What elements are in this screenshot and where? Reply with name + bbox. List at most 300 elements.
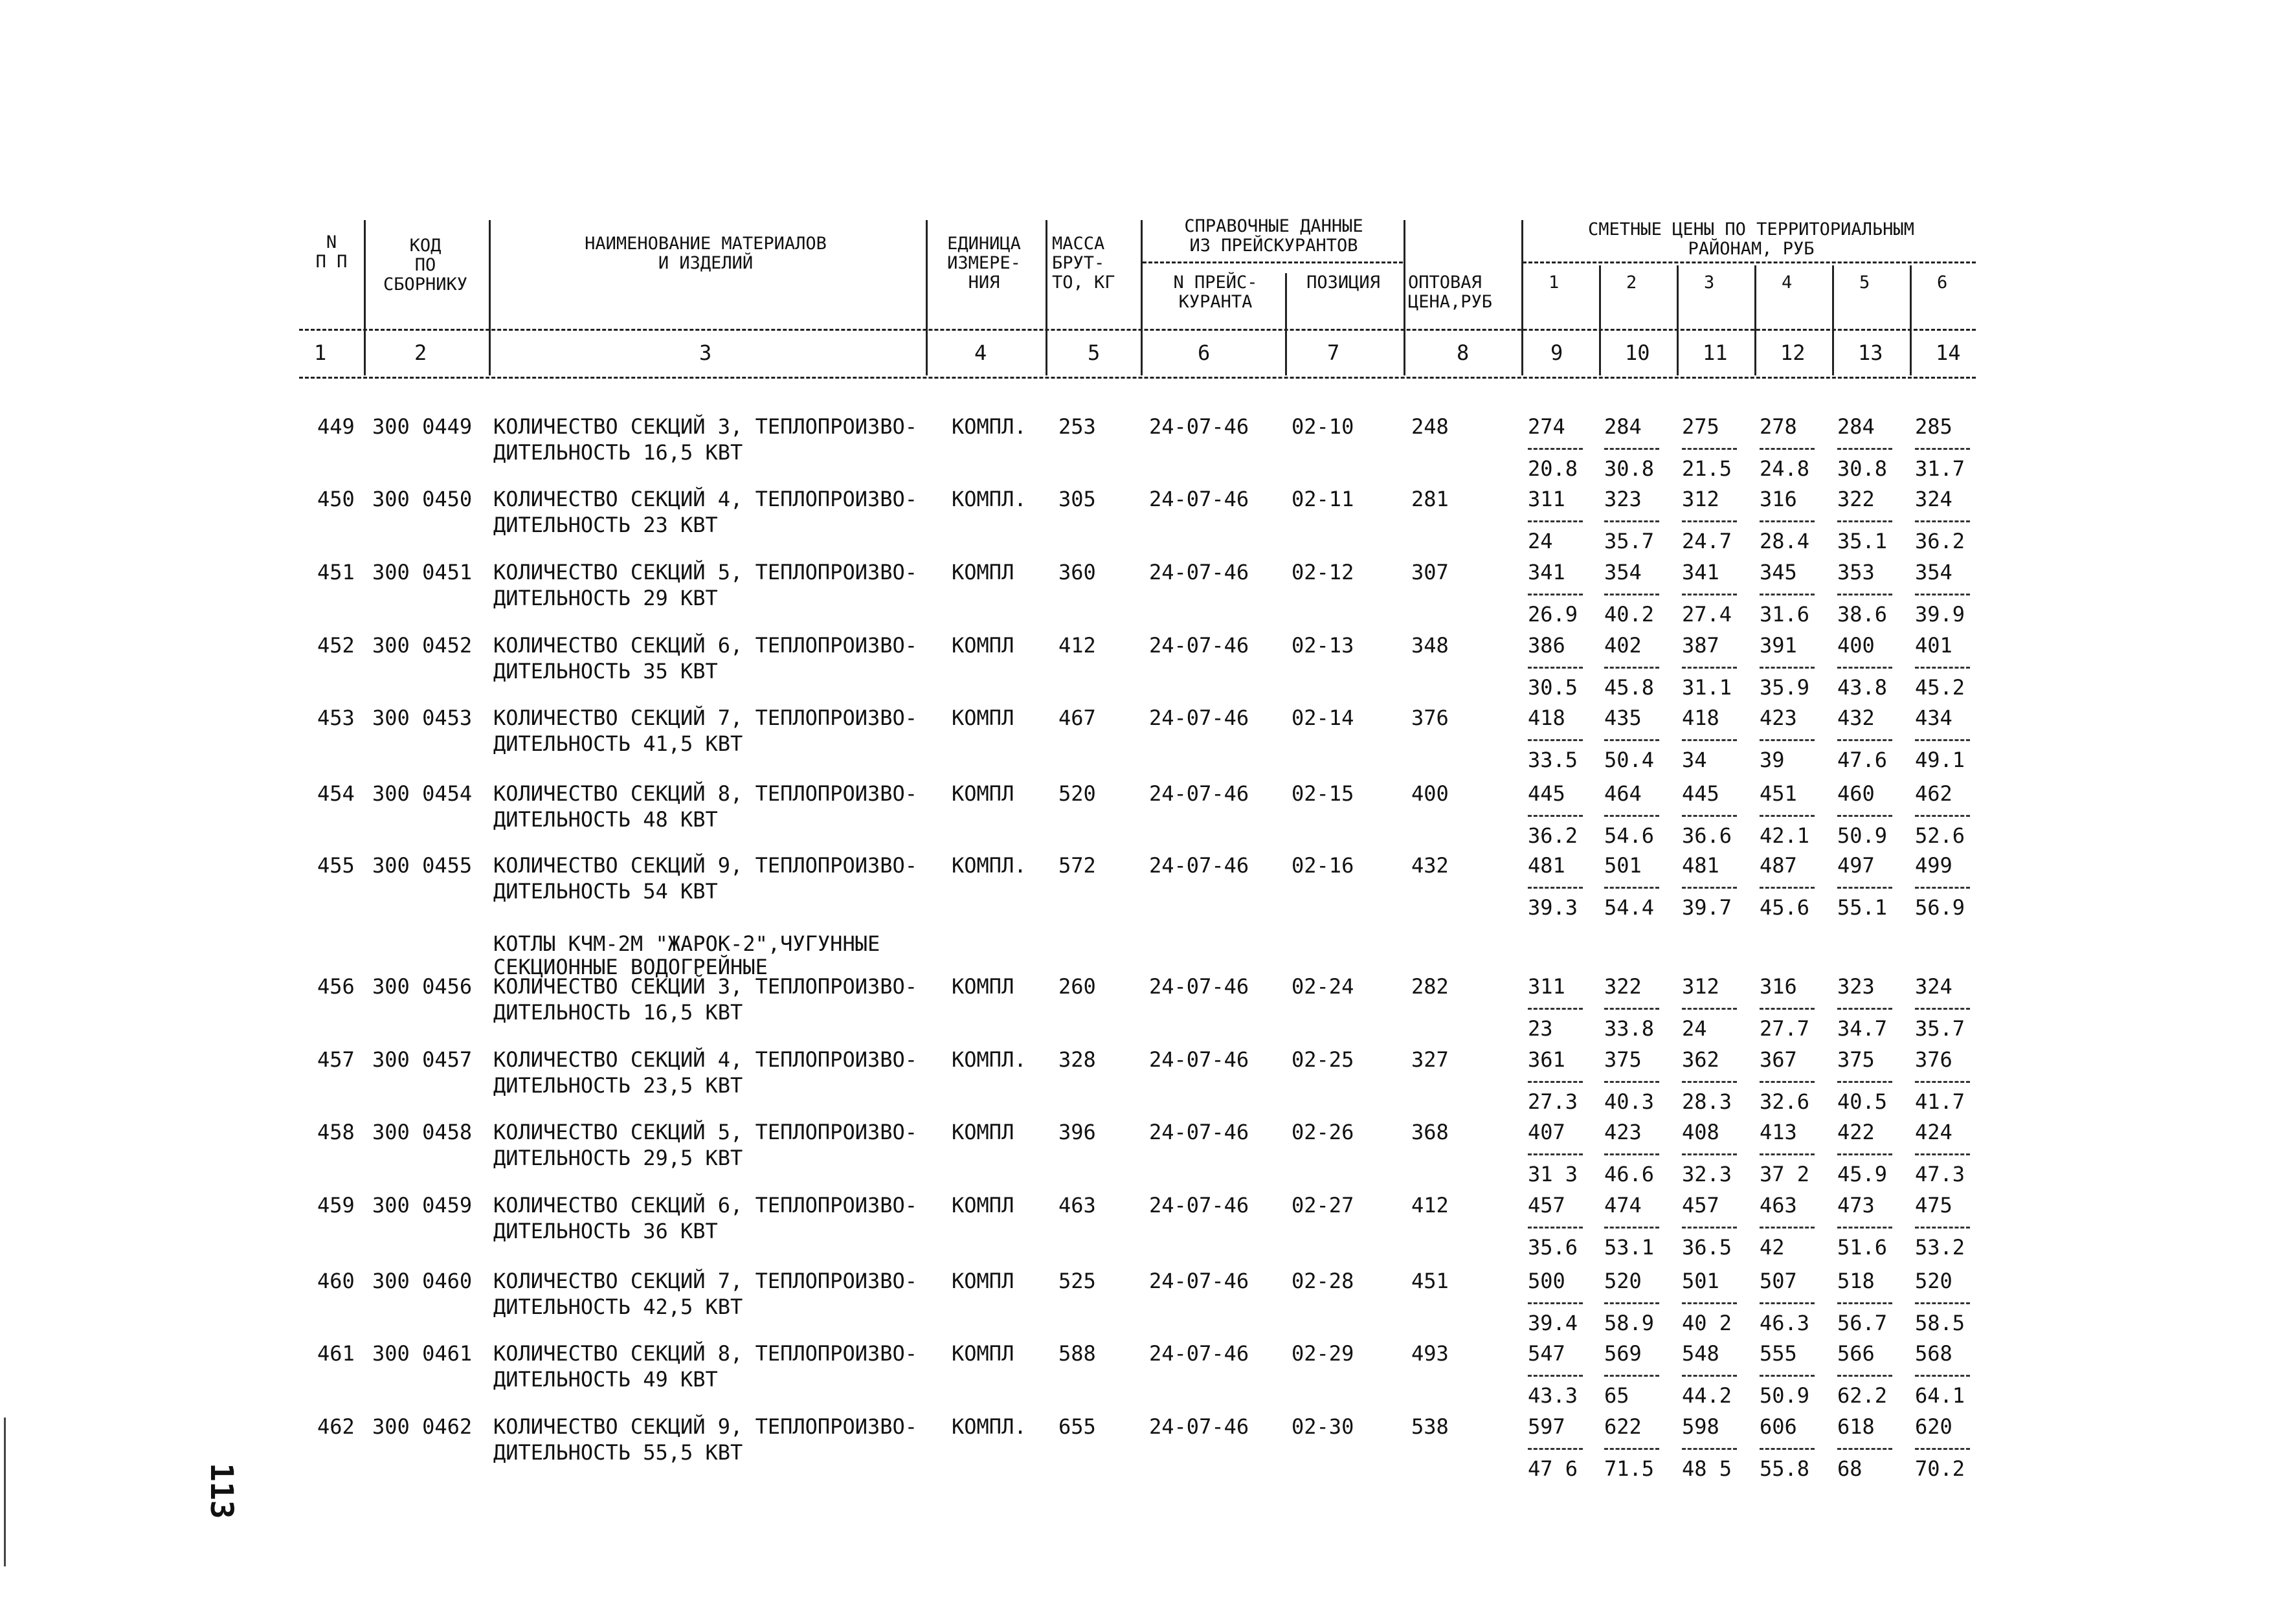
row-price-region-1: 418 (1528, 706, 1565, 730)
row-price-region-5: 353 (1837, 560, 1875, 584)
column-number-9: 9 (1550, 340, 1563, 365)
row-price-region-2: 354 (1604, 560, 1642, 584)
fraction-line (1760, 887, 1815, 889)
row-price-region-5: 618 (1837, 1414, 1875, 1439)
row-subprice-region-5: 30.8 (1837, 456, 1888, 481)
fraction-line (1837, 887, 1892, 889)
row-price-region-5: 432 (1837, 706, 1875, 730)
rule (1523, 261, 1976, 263)
rule (1143, 261, 1403, 263)
row-subprice-region-4: 35.9 (1760, 675, 1810, 700)
row-position: 02-14 (1292, 706, 1354, 730)
row-price-region-6: 620 (1915, 1414, 1952, 1439)
row-price-region-6: 499 (1915, 853, 1952, 878)
row-subprice-region-2: 40.2 (1604, 602, 1655, 627)
header-row-number: N П П (315, 232, 348, 272)
row-code: 300 0455 (372, 853, 473, 878)
fraction-line (1915, 1153, 1970, 1155)
fraction-line (1528, 815, 1583, 817)
row-subprice-region-3: 32.3 (1682, 1162, 1732, 1186)
row-name-continued: ДИТЕЛЬНОСТЬ 49 КВТ (493, 1367, 718, 1392)
row-position: 02-13 (1292, 633, 1354, 658)
row-price-region-1: 481 (1528, 853, 1565, 878)
row-subprice-region-6: 36.2 (1915, 529, 1965, 553)
column-number-6: 6 (1198, 340, 1211, 365)
fraction-line (1528, 1081, 1583, 1083)
row-price-list: 24-07-46 (1149, 414, 1249, 439)
fraction-line (1682, 1448, 1737, 1450)
row-price-region-6: 354 (1915, 560, 1952, 584)
row-code: 300 0453 (372, 706, 473, 730)
fraction-line (1837, 1302, 1892, 1304)
divider (1046, 220, 1047, 375)
row-price-region-4: 451 (1760, 781, 1797, 806)
fraction-line (1528, 667, 1583, 669)
row-code: 300 0451 (372, 560, 473, 584)
row-subprice-region-2: 53.1 (1604, 1235, 1655, 1260)
fraction-line (1682, 1302, 1737, 1304)
row-subprice-region-4: 37 2 (1760, 1162, 1810, 1186)
fraction-line (1760, 1153, 1815, 1155)
row-price-list: 24-07-46 (1149, 1047, 1249, 1072)
fraction-line (1837, 594, 1892, 595)
row-name-continued: ДИТЕЛЬНОСТЬ 36 КВТ (493, 1219, 718, 1243)
row-subprice-region-5: 68 (1837, 1456, 1863, 1481)
row-subprice-region-5: 45.9 (1837, 1162, 1888, 1186)
row-subprice-region-5: 62.2 (1837, 1383, 1888, 1408)
row-position: 02-27 (1292, 1193, 1354, 1218)
row-subprice-region-2: 58.9 (1604, 1311, 1655, 1335)
divider (1599, 265, 1601, 375)
row-name-continued: ДИТЕЛЬНОСТЬ 29,5 КВТ (493, 1146, 743, 1170)
row-wholesale-price: 432 (1411, 853, 1449, 878)
fraction-line (1760, 739, 1815, 741)
fraction-line (1915, 448, 1970, 450)
fraction-line (1682, 815, 1737, 817)
row-subprice-region-1: 20.8 (1528, 456, 1578, 481)
row-number: 457 (317, 1047, 355, 1072)
row-subprice-region-2: 30.8 (1604, 456, 1655, 481)
row-price-region-3: 418 (1682, 706, 1719, 730)
fraction-line (1915, 739, 1970, 741)
row-unit: КОМПЛ (952, 974, 1014, 999)
row-subprice-region-3: 36.5 (1682, 1235, 1732, 1260)
fraction-line (1604, 887, 1659, 889)
fraction-line (1760, 667, 1815, 669)
column-number-8: 8 (1457, 340, 1470, 365)
row-price-region-1: 361 (1528, 1047, 1565, 1072)
header-region-2: 2 (1626, 273, 1637, 293)
row-code: 300 0459 (372, 1193, 473, 1218)
table-row (0, 1193, 2282, 1264)
header-price-group: СМЕТНЫЕ ЦЕНЫ ПО ТЕРРИТОРИАЛЬНЫМ РАЙОНАМ, РУБ (1588, 219, 1914, 259)
fraction-line (1682, 1375, 1737, 1377)
row-price-region-2: 323 (1604, 487, 1642, 511)
row-unit: КОМПЛ (952, 1193, 1014, 1218)
row-price-region-3: 341 (1682, 560, 1719, 584)
row-subprice-region-5: 34.7 (1837, 1016, 1888, 1041)
row-price-list: 24-07-46 (1149, 487, 1249, 511)
row-number: 451 (317, 560, 355, 584)
row-price-region-6: 475 (1915, 1193, 1952, 1218)
row-number: 455 (317, 853, 355, 878)
row-subprice-region-1: 36.2 (1528, 823, 1578, 848)
row-mass: 360 (1058, 560, 1096, 584)
divider (364, 220, 366, 375)
row-wholesale-price: 368 (1411, 1120, 1449, 1144)
fraction-line (1604, 1375, 1659, 1377)
row-mass: 253 (1058, 414, 1096, 439)
fraction-line (1604, 1081, 1659, 1083)
row-subprice-region-4: 42 (1760, 1235, 1785, 1260)
row-price-region-4: 423 (1760, 706, 1797, 730)
row-position: 02-25 (1292, 1047, 1354, 1072)
divider (1285, 273, 1287, 375)
row-wholesale-price: 327 (1411, 1047, 1449, 1072)
row-mass: 412 (1058, 633, 1096, 658)
divider (1832, 265, 1834, 375)
row-subprice-region-6: 64.1 (1915, 1383, 1965, 1408)
fraction-line (1837, 448, 1892, 450)
row-subprice-region-4: 42.1 (1760, 823, 1810, 848)
row-subprice-region-6: 41.7 (1915, 1089, 1965, 1114)
row-price-region-2: 423 (1604, 1120, 1642, 1144)
row-price-region-5: 566 (1837, 1341, 1875, 1366)
fraction-line (1837, 1448, 1892, 1450)
row-price-region-4: 507 (1760, 1269, 1797, 1293)
row-price-region-5: 375 (1837, 1047, 1875, 1072)
fraction-line (1682, 1153, 1737, 1155)
column-number-13: 13 (1858, 340, 1883, 365)
fraction-line (1837, 1227, 1892, 1229)
row-subprice-region-1: 43.3 (1528, 1383, 1578, 1408)
row-wholesale-price: 412 (1411, 1193, 1449, 1218)
row-mass: 396 (1058, 1120, 1096, 1144)
row-subprice-region-6: 39.9 (1915, 602, 1965, 627)
fraction-line (1604, 1302, 1659, 1304)
row-subprice-region-2: 35.7 (1604, 529, 1655, 553)
fraction-line (1604, 815, 1659, 817)
fraction-line (1760, 1302, 1815, 1304)
row-name: КОЛИЧЕСТВО СЕКЦИЙ 9, ТЕПЛОПРОИЗВО- (493, 853, 918, 878)
row-price-region-4: 278 (1760, 414, 1797, 439)
fraction-line (1528, 1448, 1583, 1450)
row-subprice-region-3: 39.7 (1682, 895, 1732, 920)
row-position: 02-15 (1292, 781, 1354, 806)
row-subprice-region-2: 71.5 (1604, 1456, 1655, 1481)
row-number: 460 (317, 1269, 355, 1293)
row-name: КОЛИЧЕСТВО СЕКЦИЙ 6, ТЕПЛОПРОИЗВО- (493, 1193, 918, 1218)
row-name: КОЛИЧЕСТВО СЕКЦИЙ 8, ТЕПЛОПРОИЗВО- (493, 781, 918, 806)
fraction-line (1837, 1153, 1892, 1155)
row-price-region-5: 473 (1837, 1193, 1875, 1218)
row-price-list: 24-07-46 (1149, 781, 1249, 806)
row-unit: КОМПЛ (952, 706, 1014, 730)
row-price-region-2: 474 (1604, 1193, 1642, 1218)
row-price-list: 24-07-46 (1149, 1120, 1249, 1144)
row-mass: 467 (1058, 706, 1096, 730)
row-price-region-2: 569 (1604, 1341, 1642, 1366)
table-row (0, 1269, 2282, 1340)
table-row (0, 1414, 2282, 1485)
row-subprice-region-2: 65 (1604, 1383, 1629, 1408)
row-price-region-6: 324 (1915, 974, 1952, 999)
header-wholesale: ОПТОВАЯ ЦЕНА,РУБ (1408, 273, 1493, 312)
row-subprice-region-6: 52.6 (1915, 823, 1965, 848)
fraction-line (1604, 667, 1659, 669)
row-price-list: 24-07-46 (1149, 974, 1249, 999)
fraction-line (1837, 739, 1892, 741)
row-wholesale-price: 400 (1411, 781, 1449, 806)
row-name: КОЛИЧЕСТВО СЕКЦИЙ 6, ТЕПЛОПРОИЗВО- (493, 633, 918, 658)
header-code: КОД ПО СБОРНИКУ (383, 236, 468, 295)
column-number-11: 11 (1703, 340, 1728, 365)
row-number: 458 (317, 1120, 355, 1144)
fraction-line (1682, 448, 1737, 450)
row-price-region-1: 341 (1528, 560, 1565, 584)
row-position: 02-10 (1292, 414, 1354, 439)
fraction-line (1915, 887, 1970, 889)
row-price-region-4: 463 (1760, 1193, 1797, 1218)
row-name: КОЛИЧЕСТВО СЕКЦИЙ 4, ТЕПЛОПРОИЗВО- (493, 487, 918, 511)
rule (299, 377, 1976, 379)
row-unit: КОМПЛ (952, 1341, 1014, 1366)
row-subprice-region-2: 45.8 (1604, 675, 1655, 700)
row-unit: КОМПЛ. (952, 1047, 1027, 1072)
fraction-line (1528, 520, 1583, 522)
table-row (0, 560, 2282, 631)
fraction-line (1528, 1302, 1583, 1304)
fraction-line (1682, 887, 1737, 889)
row-subprice-region-1: 35.6 (1528, 1235, 1578, 1260)
fraction-line (1604, 739, 1659, 741)
row-price-region-2: 520 (1604, 1269, 1642, 1293)
row-price-region-2: 322 (1604, 974, 1642, 999)
row-price-region-5: 460 (1837, 781, 1875, 806)
row-subprice-region-6: 70.2 (1915, 1456, 1965, 1481)
row-subprice-region-5: 51.6 (1837, 1235, 1888, 1260)
row-name-continued: ДИТЕЛЬНОСТЬ 54 КВТ (493, 879, 718, 904)
row-price-region-6: 376 (1915, 1047, 1952, 1072)
row-subprice-region-2: 40.3 (1604, 1089, 1655, 1114)
row-code: 300 0457 (372, 1047, 473, 1072)
row-price-region-6: 462 (1915, 781, 1952, 806)
section-title: КОТЛЫ КЧМ-2М "ЖАРОК-2",ЧУГУННЫЕ СЕКЦИОННЫЕ ВОДОГРЕЙНЫЕ (493, 931, 880, 979)
row-price-region-1: 445 (1528, 781, 1565, 806)
row-price-region-1: 457 (1528, 1193, 1565, 1218)
row-price-region-4: 606 (1760, 1414, 1797, 1439)
row-subprice-region-5: 35.1 (1837, 529, 1888, 553)
column-number-12: 12 (1780, 340, 1806, 365)
row-price-list: 24-07-46 (1149, 1193, 1249, 1218)
row-price-region-2: 435 (1604, 706, 1642, 730)
fraction-line (1604, 1008, 1659, 1010)
row-mass: 572 (1058, 853, 1096, 878)
fraction-line (1760, 815, 1815, 817)
row-subprice-region-1: 39.3 (1528, 895, 1578, 920)
row-number: 453 (317, 706, 355, 730)
fraction-line (1682, 1227, 1737, 1229)
fraction-line (1604, 594, 1659, 595)
row-name-continued: ДИТЕЛЬНОСТЬ 16,5 КВТ (493, 440, 743, 465)
row-price-list: 24-07-46 (1149, 1341, 1249, 1366)
row-price-region-5: 518 (1837, 1269, 1875, 1293)
row-name: КОЛИЧЕСТВО СЕКЦИЙ 7, ТЕПЛОПРОИЗВО- (493, 1269, 918, 1293)
row-wholesale-price: 281 (1411, 487, 1449, 511)
column-number-2: 2 (414, 340, 427, 365)
row-subprice-region-4: 24.8 (1760, 456, 1810, 481)
row-code: 300 0454 (372, 781, 473, 806)
row-name: КОЛИЧЕСТВО СЕКЦИЙ 7, ТЕПЛОПРОИЗВО- (493, 706, 918, 730)
row-price-region-2: 464 (1604, 781, 1642, 806)
row-name: КОЛИЧЕСТВО СЕКЦИЙ 9, ТЕПЛОПРОИЗВО- (493, 1414, 918, 1439)
row-position: 02-24 (1292, 974, 1354, 999)
divider (1141, 220, 1143, 375)
header-name: НАИМЕНОВАНИЕ МАТЕРИАЛОВ И ИЗДЕЛИЙ (585, 234, 827, 273)
row-code: 300 0461 (372, 1341, 473, 1366)
fraction-line (1528, 1227, 1583, 1229)
row-subprice-region-3: 34 (1682, 748, 1707, 772)
row-price-list: 24-07-46 (1149, 560, 1249, 584)
row-name-continued: ДИТЕЛЬНОСТЬ 16,5 КВТ (493, 1000, 743, 1025)
fraction-line (1915, 1008, 1970, 1010)
row-price-region-6: 324 (1915, 487, 1952, 511)
row-price-region-6: 520 (1915, 1269, 1952, 1293)
row-name: КОЛИЧЕСТВО СЕКЦИЙ 3, ТЕПЛОПРОИЗВО- (493, 414, 918, 439)
row-unit: КОМПЛ. (952, 487, 1027, 511)
row-price-region-6: 434 (1915, 706, 1952, 730)
row-mass: 520 (1058, 781, 1096, 806)
row-price-region-3: 408 (1682, 1120, 1719, 1144)
fraction-line (1915, 1302, 1970, 1304)
row-code: 300 0460 (372, 1269, 473, 1293)
row-code: 300 0458 (372, 1120, 473, 1144)
fraction-line (1528, 887, 1583, 889)
fraction-line (1915, 1081, 1970, 1083)
page-number: 113 (203, 1463, 240, 1519)
row-mass: 328 (1058, 1047, 1096, 1072)
row-price-region-4: 487 (1760, 853, 1797, 878)
column-number-1: 1 (314, 340, 327, 365)
row-wholesale-price: 307 (1411, 560, 1449, 584)
row-number: 452 (317, 633, 355, 658)
row-subprice-region-6: 49.1 (1915, 748, 1965, 772)
header-region-4: 4 (1782, 273, 1793, 293)
divider (1521, 220, 1523, 375)
column-number-7: 7 (1327, 340, 1340, 365)
column-number-14: 14 (1936, 340, 1961, 365)
row-name-continued: ДИТЕЛЬНОСТЬ 29 КВТ (493, 586, 718, 610)
row-wholesale-price: 248 (1411, 414, 1449, 439)
row-wholesale-price: 493 (1411, 1341, 1449, 1366)
row-price-list: 24-07-46 (1149, 1414, 1249, 1439)
row-subprice-region-1: 39.4 (1528, 1311, 1578, 1335)
row-price-region-4: 316 (1760, 487, 1797, 511)
fraction-line (1682, 520, 1737, 522)
fraction-line (1915, 1448, 1970, 1450)
row-price-region-5: 422 (1837, 1120, 1875, 1144)
row-position: 02-12 (1292, 560, 1354, 584)
row-subprice-region-3: 24 (1682, 1016, 1707, 1041)
divider (1677, 265, 1679, 375)
fraction-line (1682, 1008, 1737, 1010)
row-subprice-region-3: 44.2 (1682, 1383, 1732, 1408)
row-price-region-5: 497 (1837, 853, 1875, 878)
row-subprice-region-1: 33.5 (1528, 748, 1578, 772)
row-price-list: 24-07-46 (1149, 706, 1249, 730)
row-wholesale-price: 282 (1411, 974, 1449, 999)
row-subprice-region-3: 27.4 (1682, 602, 1732, 627)
row-unit: КОМПЛ. (952, 1414, 1027, 1439)
row-price-region-3: 457 (1682, 1193, 1719, 1218)
divider (1754, 265, 1756, 375)
fraction-line (1604, 1448, 1659, 1450)
fraction-line (1915, 520, 1970, 522)
row-name-continued: ДИТЕЛЬНОСТЬ 23 КВТ (493, 513, 718, 537)
row-name-continued: ДИТЕЛЬНОСТЬ 35 КВТ (493, 659, 718, 684)
header-region-3: 3 (1704, 273, 1715, 293)
fraction-line (1837, 1375, 1892, 1377)
header-region-1: 1 (1549, 273, 1560, 293)
table-row (0, 1120, 2282, 1191)
row-name: КОЛИЧЕСТВО СЕКЦИЙ 5, ТЕПЛОПРОИЗВО- (493, 1120, 918, 1144)
row-subprice-region-5: 56.7 (1837, 1311, 1888, 1335)
row-unit: КОМПЛ (952, 633, 1014, 658)
row-subprice-region-5: 43.8 (1837, 675, 1888, 700)
row-position: 02-16 (1292, 853, 1354, 878)
row-subprice-region-5: 38.6 (1837, 602, 1888, 627)
row-subprice-region-2: 54.4 (1604, 895, 1655, 920)
row-name: КОЛИЧЕСТВО СЕКЦИЙ 5, ТЕПЛОПРОИЗВО- (493, 560, 918, 584)
row-mass: 525 (1058, 1269, 1096, 1293)
row-price-region-3: 548 (1682, 1341, 1719, 1366)
fraction-line (1604, 1227, 1659, 1229)
row-subprice-region-1: 24 (1528, 529, 1553, 553)
row-subprice-region-5: 50.9 (1837, 823, 1888, 848)
row-subprice-region-4: 45.6 (1760, 895, 1810, 920)
fraction-line (1682, 739, 1737, 741)
row-subprice-region-1: 30.5 (1528, 675, 1578, 700)
row-name-continued: ДИТЕЛЬНОСТЬ 55,5 КВТ (493, 1440, 743, 1465)
fraction-line (1760, 594, 1815, 595)
row-code: 300 0462 (372, 1414, 473, 1439)
row-price-region-6: 568 (1915, 1341, 1952, 1366)
row-price-region-3: 312 (1682, 487, 1719, 511)
header-region-5: 5 (1859, 273, 1870, 293)
fraction-line (1837, 1008, 1892, 1010)
row-code: 300 0456 (372, 974, 473, 999)
row-price-region-4: 391 (1760, 633, 1797, 658)
divider (926, 220, 928, 375)
fraction-line (1760, 1375, 1815, 1377)
row-price-region-2: 402 (1604, 633, 1642, 658)
row-price-region-3: 445 (1682, 781, 1719, 806)
fraction-line (1682, 594, 1737, 595)
fraction-line (1760, 1081, 1815, 1083)
row-subprice-region-4: 27.7 (1760, 1016, 1810, 1041)
row-subprice-region-1: 27.3 (1528, 1089, 1578, 1114)
table-row (0, 706, 2282, 777)
fraction-line (1604, 448, 1659, 450)
row-unit: КОМПЛ (952, 781, 1014, 806)
fraction-line (1760, 1448, 1815, 1450)
row-name: КОЛИЧЕСТВО СЕКЦИЙ 8, ТЕПЛОПРОИЗВО- (493, 1341, 918, 1366)
row-code: 300 0450 (372, 487, 473, 511)
row-subprice-region-1: 47 6 (1528, 1456, 1578, 1481)
row-wholesale-price: 538 (1411, 1414, 1449, 1439)
row-mass: 655 (1058, 1414, 1096, 1439)
row-unit: КОМПЛ (952, 560, 1014, 584)
